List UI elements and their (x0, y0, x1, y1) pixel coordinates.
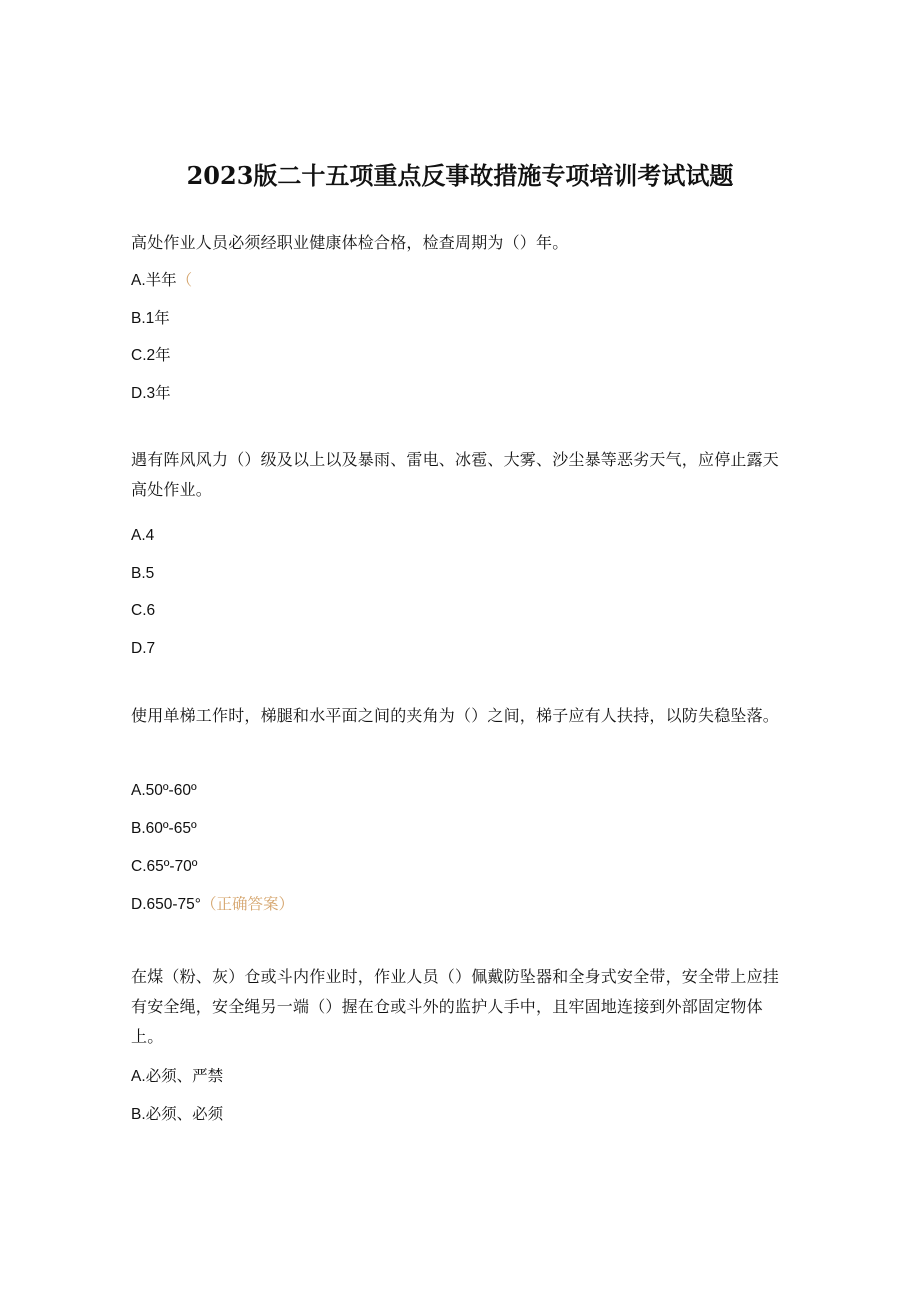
question-option (131, 345, 171, 367)
question-option (131, 270, 192, 292)
question-option (131, 525, 154, 547)
answer-mark: （ (176, 272, 193, 289)
question-option (131, 818, 197, 840)
question-stem: 高处作业人员必须经职业健康体检合格，检查周期为（）年。 (131, 233, 569, 252)
option-text: D.3年 (131, 385, 171, 402)
option-text: C.65º-70º (131, 858, 198, 875)
option-text: B.5 (131, 565, 155, 582)
option-text: C.6 (131, 602, 156, 619)
question-stem: 遇有阵风风力（）级及以上以及暴雨、雷电、冰雹、大雾、沙尘暴等恶劣天气，应停止露天高处作业。 (131, 450, 780, 499)
option-text: B.60º-65º (131, 820, 197, 837)
question-option (131, 894, 294, 916)
question-option (131, 638, 155, 660)
question-option (131, 563, 154, 585)
option-text: B.必须、必须 (131, 1106, 224, 1123)
question-option (131, 856, 197, 878)
document-title: 2023版二十五项重点反事故措施专项培训考试试题 (186, 161, 734, 190)
question-stem: 在煤（粉、灰）仓或斗内作业时，作业人员（）佩戴防坠器和全身式安全带，安全带上应挂有安全绳，安全绳另一端（）握在仓或斗外的监护人手中，且牢固地连接到外部固定物体上。 (131, 967, 780, 1046)
option-text: A.4 (131, 527, 155, 544)
option-text: C.2年 (131, 347, 171, 364)
question-option (131, 1104, 223, 1126)
question-option (131, 600, 155, 622)
question-option (131, 383, 171, 405)
option-text: A.半年 (131, 272, 177, 289)
option-text: B.1年 (131, 310, 170, 327)
option-text: A.必须、严禁 (131, 1068, 224, 1085)
question-stem: 使用单梯工作时，梯腿和水平面之间的夹角为（）之间，梯子应有人扶持，以防失稳坠落。 (131, 706, 780, 725)
option-text: D.650-75° (131, 896, 201, 913)
question-option (131, 308, 170, 330)
question-option (131, 780, 197, 802)
option-text: D.7 (131, 640, 156, 657)
option-text: A.50º-60º (131, 782, 197, 799)
correct-answer-mark: （正确答案） (200, 896, 294, 913)
question-option (131, 1066, 223, 1088)
